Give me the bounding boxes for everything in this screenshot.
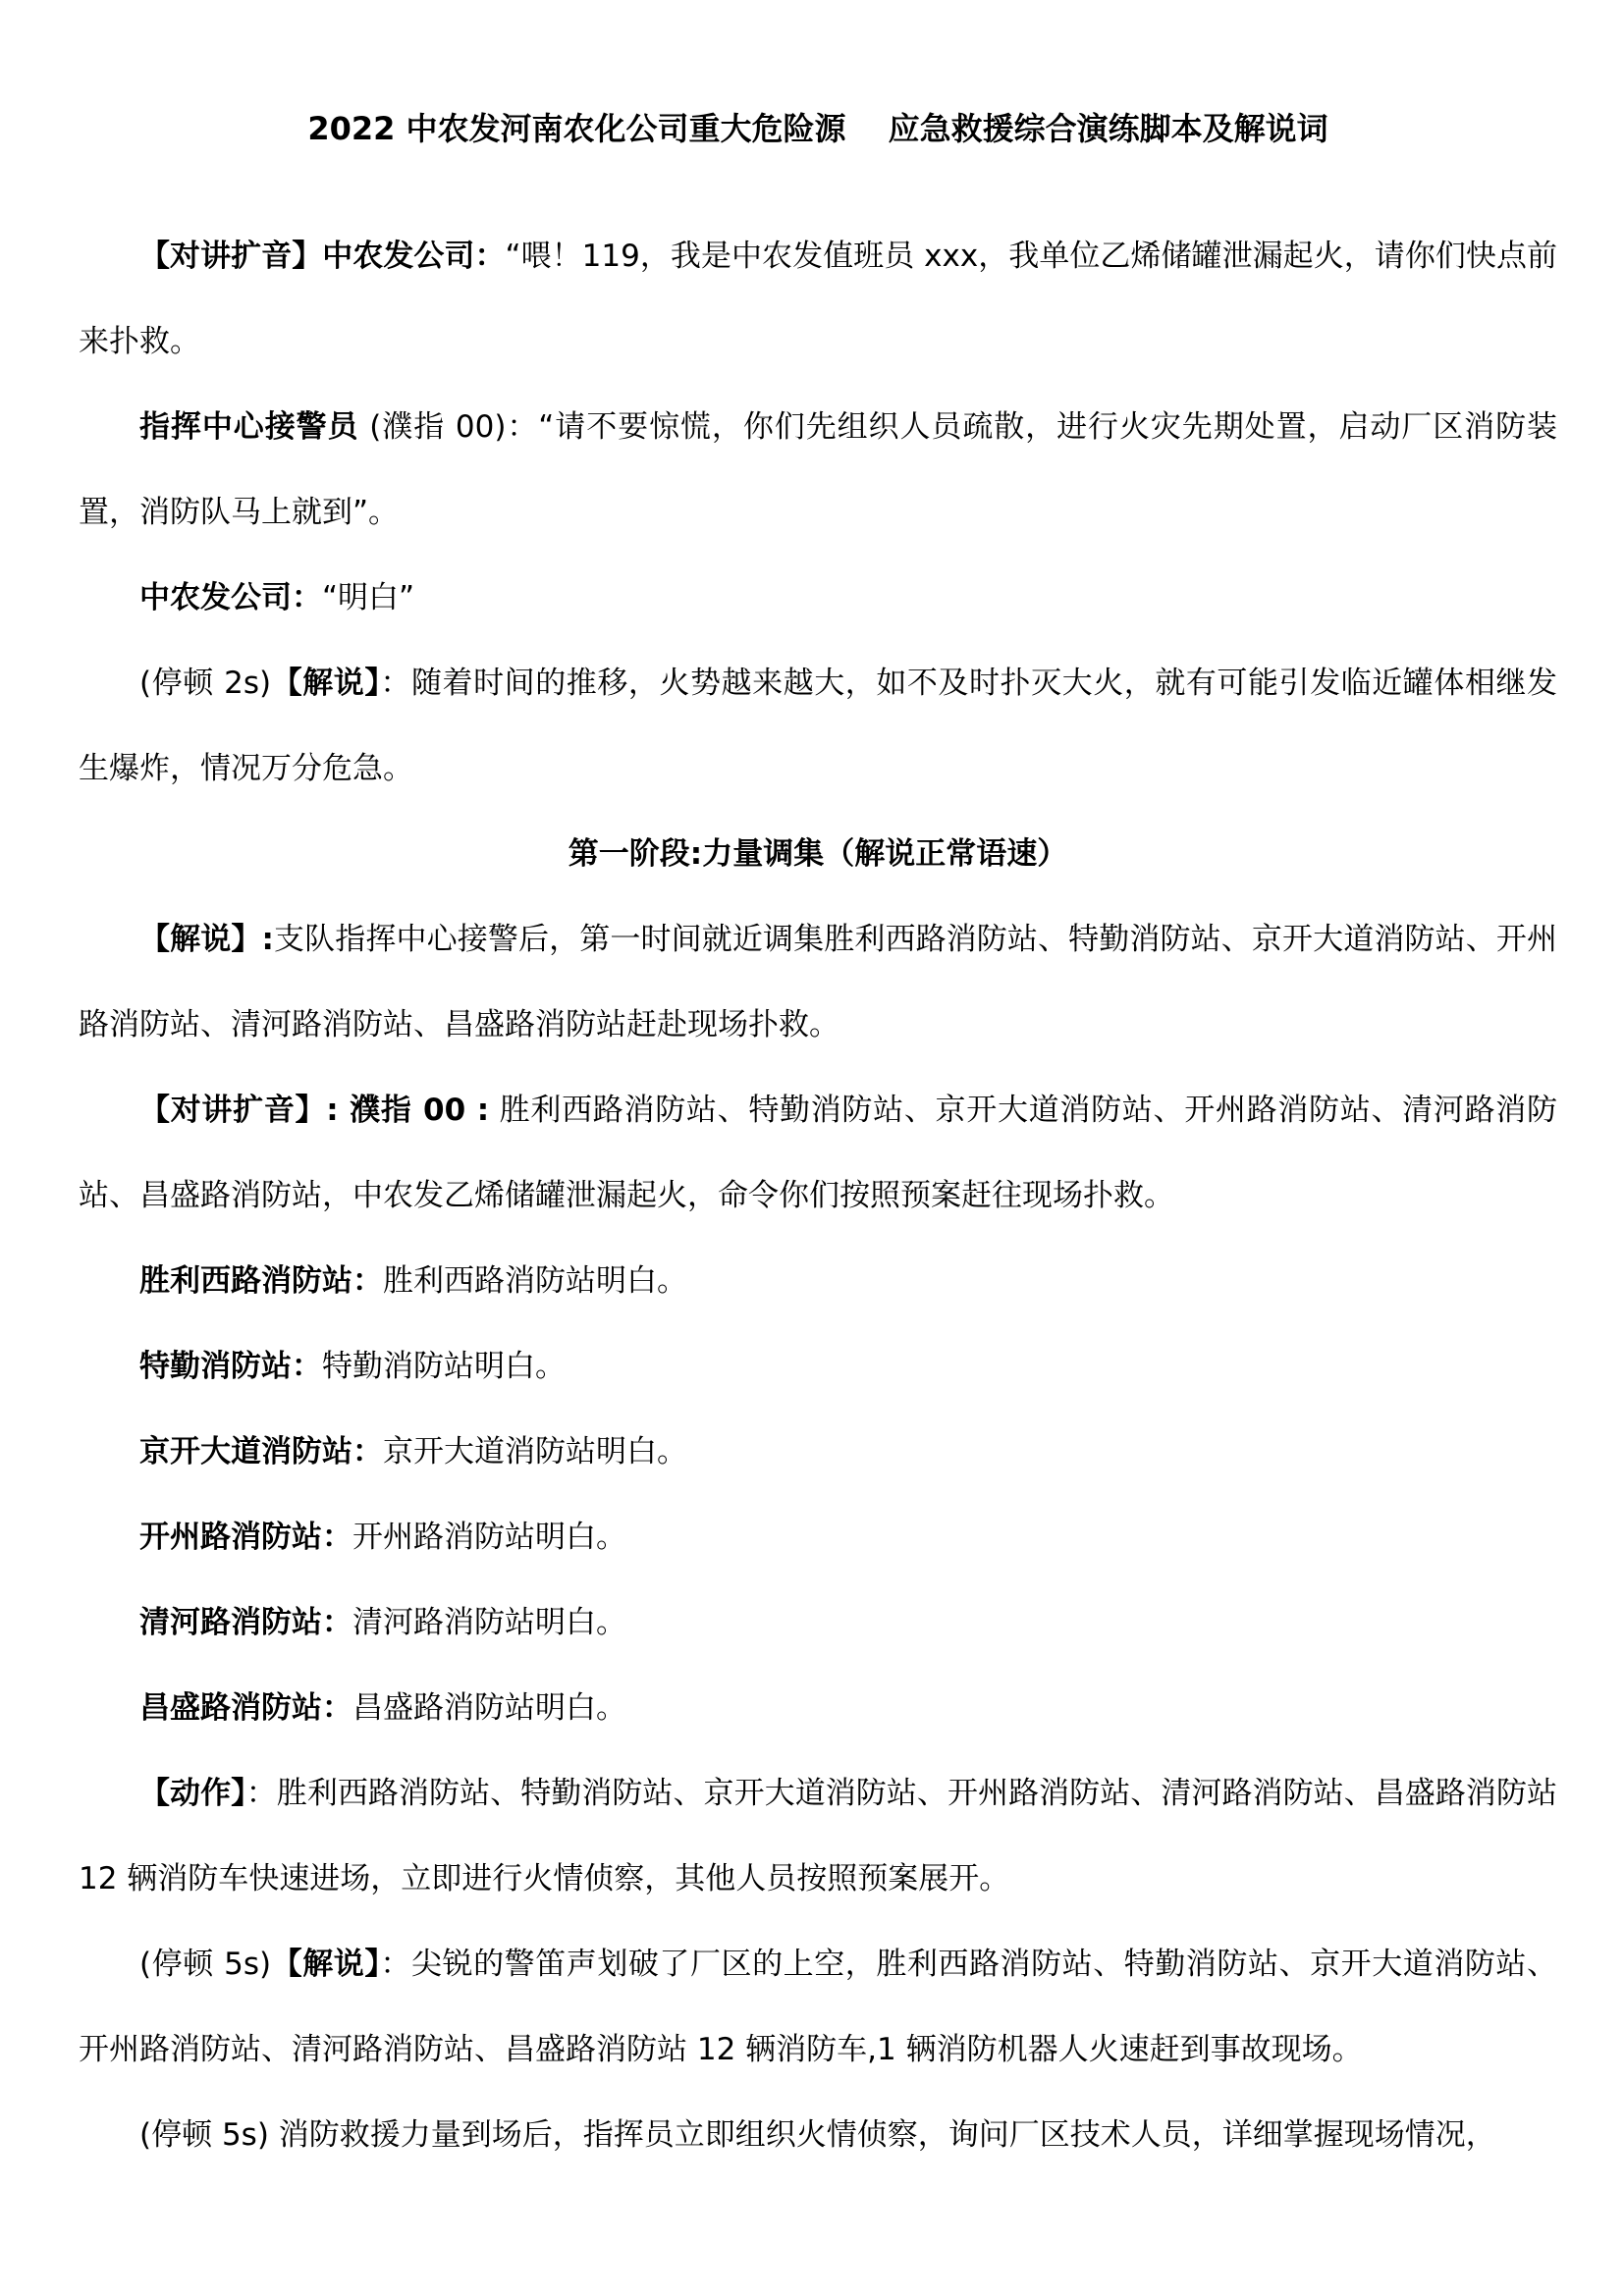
bold-text-segment: 【解说】: bbox=[139, 922, 274, 957]
bold-text-segment: 指挥中心接警员 bbox=[139, 409, 359, 445]
text-segment: 胜利西路消防站、特勤消防站、京开大道消防站、开州路消防站、清河路消防站、昌盛路消防站，中农发乙烯储罐泄漏起火，命令你们按照预案赶往现场扑救。 bbox=[79, 1093, 1557, 1213]
bold-text-segment: 胜利西路消防站： bbox=[139, 1263, 383, 1299]
document-body bbox=[79, 214, 1557, 2178]
text-segment: (停顿 2s) bbox=[139, 666, 272, 701]
text-segment: (停顿 5s) bbox=[139, 1947, 272, 1982]
paragraph bbox=[79, 1666, 1557, 1751]
bold-text-segment: 特勤消防站： bbox=[139, 1349, 322, 1384]
paragraph bbox=[79, 385, 1557, 556]
bold-text-segment: 【对讲扩音】中农发公司： bbox=[139, 239, 506, 274]
text-segment: ：尖锐的警笛声划破了厂区的上空，胜利西路消防站、特勤消防站、京开大道消防站、开州路消防站、清河路消防站、昌盛路消防站 12 辆消防车,1 辆消防机器人火速赶到事故现场。 bbox=[79, 1947, 1557, 2067]
section-heading bbox=[79, 812, 1557, 897]
bold-text-segment: 【对讲扩音】: 濮指 00 : bbox=[139, 1093, 490, 1128]
bold-text-segment: 【解说】 bbox=[271, 1947, 381, 1982]
paragraph bbox=[79, 1751, 1557, 1922]
text-segment: 特勤消防站明白。 bbox=[322, 1349, 566, 1384]
text-segment: (濮指 00)：“请不要惊慌，你们先组织人员疏散，进行火灾先期处置，启动厂区消防装置，消防队马上就到”。 bbox=[79, 409, 1557, 530]
paragraph bbox=[79, 1410, 1557, 1495]
text-segment: 清河路消防站明白。 bbox=[352, 1605, 626, 1640]
text-segment: 支队指挥中心接警后，第一时间就近调集胜利西路消防站、特勤消防站、京开大道消防站、开州路消防站、清河路消防站、昌盛路消防站赶赴现场扑救。 bbox=[79, 922, 1557, 1042]
bold-text-segment: 昌盛路消防站： bbox=[139, 1690, 352, 1726]
paragraph bbox=[79, 1239, 1557, 1324]
text-segment: “明白” bbox=[322, 580, 415, 615]
paragraph bbox=[79, 1324, 1557, 1410]
text-segment: ：随着时间的推移，火势越来越大，如不及时扑灭大火，就有可能引发临近罐体相继发生爆炸，情况万分危急。 bbox=[79, 666, 1557, 786]
paragraph bbox=[79, 1580, 1557, 1666]
document-title: 2022 中农发河南农化公司重大危险源 应急救援综合演练脚本及解说词 bbox=[307, 110, 1328, 147]
paragraph bbox=[79, 556, 1557, 641]
paragraph bbox=[79, 641, 1557, 812]
bold-text-segment: 【解说】 bbox=[271, 666, 381, 701]
paragraph bbox=[79, 1495, 1557, 1580]
paragraph bbox=[79, 897, 1557, 1068]
bold-text-segment: 【动作】 bbox=[139, 1776, 246, 1811]
paragraph bbox=[79, 2093, 1557, 2178]
text-segment: ：胜利西路消防站、特勤消防站、京开大道消防站、开州路消防站、清河路消防站、昌盛路消防站 12 辆消防车快速进场，立即进行火情侦察，其他人员按照预案展开。 bbox=[79, 1776, 1557, 1896]
text-segment: 开州路消防站明白。 bbox=[352, 1520, 626, 1555]
paragraph bbox=[79, 1068, 1557, 1239]
text-segment: “喂！119，我是中农发值班员 xxx，我单位乙烯储罐泄漏起火，请你们快点前来扑救。 bbox=[79, 239, 1557, 359]
text-segment: 京开大道消防站明白。 bbox=[383, 1434, 687, 1469]
bold-text-segment: 京开大道消防站： bbox=[139, 1434, 383, 1469]
bold-text-segment: 开州路消防站： bbox=[139, 1520, 352, 1555]
text-segment: (停顿 5s) 消防救援力量到场后，指挥员立即组织火情侦察，询问厂区技术人员，详细掌握现场情况， bbox=[139, 2117, 1496, 2153]
paragraph bbox=[79, 1922, 1557, 2093]
text-segment: 昌盛路消防站明白。 bbox=[352, 1690, 626, 1726]
document-page bbox=[79, 86, 1557, 2178]
paragraph bbox=[79, 214, 1557, 385]
bold-text-segment: 第一阶段:力量调集（解说正常语速） bbox=[568, 836, 1068, 872]
text-segment: 胜利西路消防站明白。 bbox=[383, 1263, 687, 1299]
bold-text-segment: 中农发公司： bbox=[139, 580, 322, 615]
bold-text-segment: 清河路消防站： bbox=[139, 1605, 352, 1640]
